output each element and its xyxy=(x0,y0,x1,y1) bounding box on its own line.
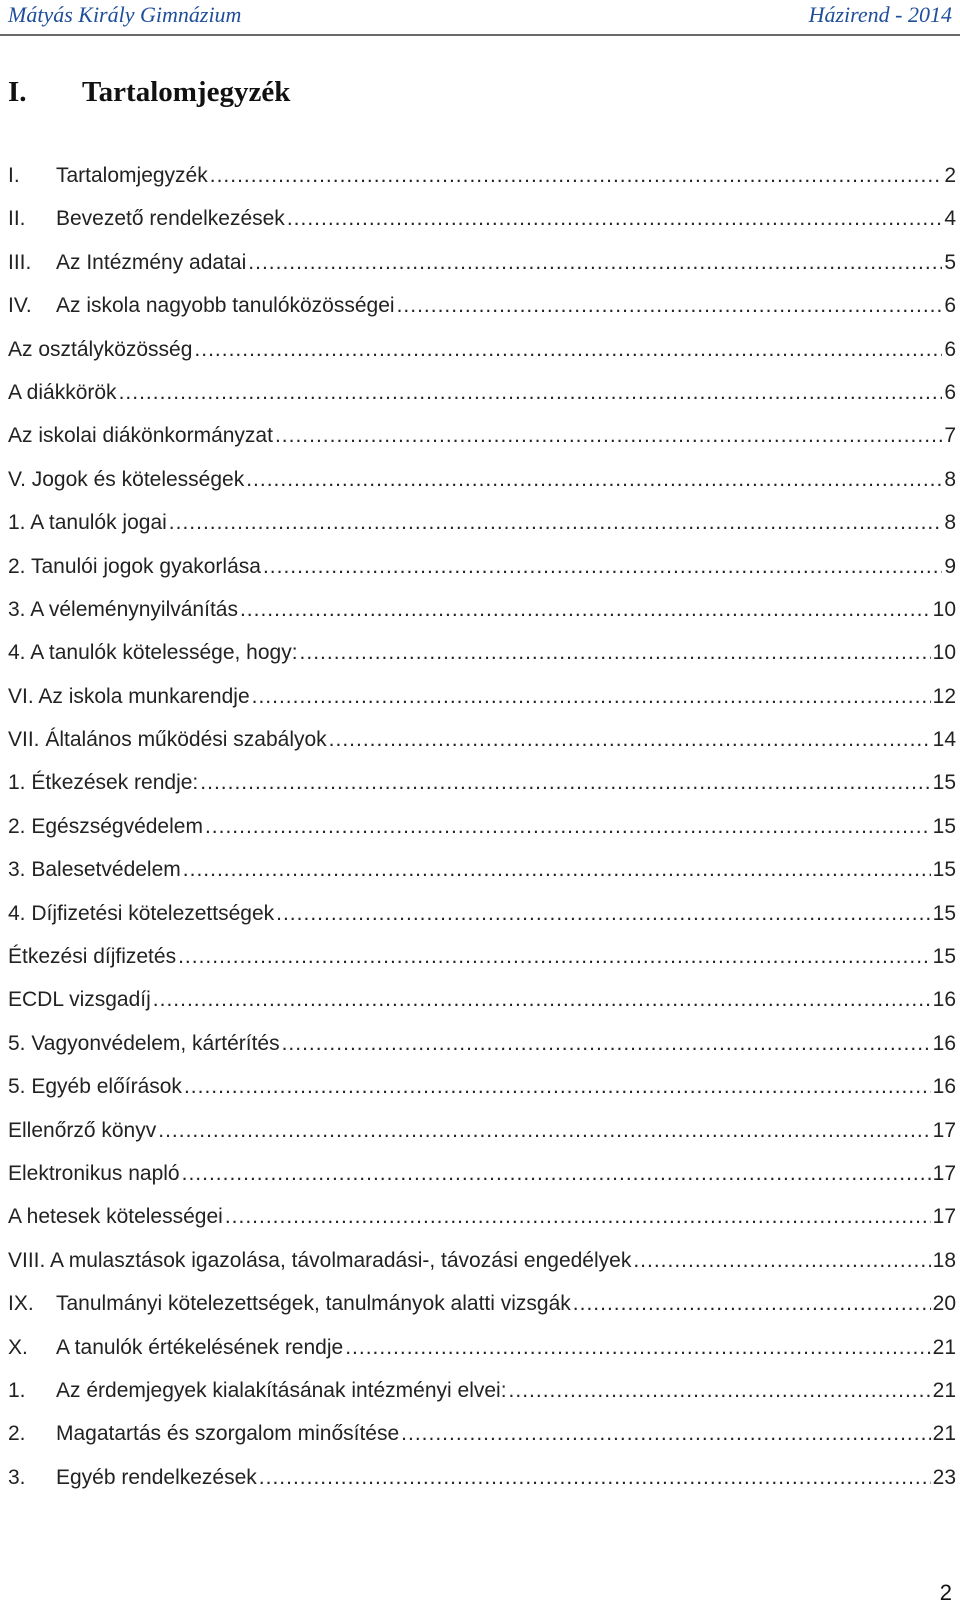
toc-entry[interactable] xyxy=(8,511,956,554)
toc-dot-leader xyxy=(200,771,930,795)
toc-entry[interactable] xyxy=(8,338,956,381)
toc-entry-title: A diákkörök xyxy=(8,380,117,404)
toc-entry-page: 6 xyxy=(944,380,956,404)
toc-dot-leader xyxy=(158,1119,930,1143)
header-document-title: Házirend - 2014 xyxy=(808,2,952,27)
toc-dot-leader xyxy=(329,728,931,752)
toc-dot-leader xyxy=(276,902,931,926)
toc-entry-title: Az Intézmény adatai xyxy=(56,250,247,274)
toc-entry[interactable] xyxy=(8,728,956,771)
toc-entry-title: 3. A véleménynyilvánítás xyxy=(8,597,238,621)
toc-dot-leader xyxy=(225,1205,931,1229)
toc-entry-title: Magatartás és szorgalom minősítése xyxy=(56,1422,400,1446)
toc-entry-title: V. Jogok és kötelességek xyxy=(8,467,245,491)
toc-entry[interactable] xyxy=(8,1119,956,1162)
toc-entry[interactable] xyxy=(8,251,956,294)
toc-entry-title: Étkezési díjfizetés xyxy=(8,945,177,969)
toc-entry-page: 8 xyxy=(944,511,956,535)
toc-entry-page: 10 xyxy=(932,641,956,665)
toc-entry-title: 2. Tanulói jogok gyakorlása xyxy=(8,554,261,578)
toc-entry-number: X. xyxy=(8,1335,28,1359)
toc-entry[interactable] xyxy=(8,1249,956,1292)
toc-entry-title: Bevezető rendelkezések xyxy=(56,207,285,231)
toc-entry-title: Ellenőrző könyv xyxy=(8,1118,157,1142)
toc-entry[interactable] xyxy=(8,815,956,858)
toc-dot-leader xyxy=(345,1336,930,1360)
toc-dot-leader xyxy=(263,555,942,579)
toc-entry-title: 5. Vagyonvédelem, kártérítés xyxy=(8,1031,280,1055)
toc-entry-page: 16 xyxy=(932,1031,956,1055)
toc-entry-page: 17 xyxy=(932,1205,956,1229)
toc-entry[interactable] xyxy=(8,1422,956,1465)
toc-entry-page: 20 xyxy=(932,1292,956,1316)
toc-entry-page: 7 xyxy=(944,424,956,448)
toc-entry[interactable] xyxy=(8,164,956,207)
toc-entry[interactable] xyxy=(8,381,956,424)
toc-dot-leader xyxy=(252,685,931,709)
toc-dot-leader xyxy=(259,1466,931,1490)
table-of-contents xyxy=(8,164,956,1509)
toc-dot-leader xyxy=(401,1422,930,1446)
toc-dot-leader xyxy=(275,424,942,448)
toc-entry-title: 4. Díjfizetési kötelezettségek xyxy=(8,901,275,925)
toc-entry-page: 6 xyxy=(944,294,956,318)
toc-entry-title: 1. A tanulók jogai xyxy=(8,511,167,535)
toc-entry-page: 16 xyxy=(932,988,956,1012)
toc-entry-page: 4 xyxy=(944,207,956,231)
toc-dot-leader xyxy=(169,511,943,535)
toc-entry-number: IV. xyxy=(8,294,32,318)
toc-entry-title: VIII. A mulasztások igazolása, távolmaradási-, távozási engedélyek xyxy=(8,1248,632,1272)
page-title-number: I. xyxy=(8,76,27,108)
toc-entry-page: 2 xyxy=(944,164,956,187)
toc-entry-page: 12 xyxy=(932,684,956,708)
toc-entry[interactable] xyxy=(8,1032,956,1075)
header-school-name: Mátyás Király Gimnázium xyxy=(8,2,242,27)
toc-entry-page: 17 xyxy=(932,1118,956,1142)
toc-entry-title: Elektronikus napló xyxy=(8,1161,180,1185)
toc-dot-leader xyxy=(573,1292,931,1316)
toc-entry[interactable] xyxy=(8,598,956,641)
toc-entry-page: 18 xyxy=(932,1248,956,1272)
toc-entry-page: 5 xyxy=(944,250,956,274)
toc-entry-title: VI. Az iskola munkarendje xyxy=(8,684,250,708)
toc-entry-number: 3. xyxy=(8,1465,26,1489)
toc-dot-leader xyxy=(184,1075,931,1099)
toc-entry-title: 2. Egészségvédelem xyxy=(8,814,203,838)
toc-dot-leader xyxy=(240,598,931,622)
toc-entry-number: 2. xyxy=(8,1422,26,1446)
toc-dot-leader xyxy=(182,1162,931,1186)
toc-entry[interactable] xyxy=(8,641,956,684)
toc-entry[interactable] xyxy=(8,771,956,814)
toc-entry-page: 14 xyxy=(932,728,956,752)
toc-entry-page: 15 xyxy=(932,858,956,882)
toc-entry-page: 15 xyxy=(932,814,956,838)
toc-entry-title: 4. A tanulók kötelessége, hogy: xyxy=(8,641,298,665)
toc-dot-leader xyxy=(205,815,931,839)
toc-dot-leader xyxy=(119,381,943,405)
toc-entry-number: IX. xyxy=(8,1292,34,1316)
toc-entry[interactable] xyxy=(8,555,956,598)
toc-entry-title: Az érdemjegyek kialakításának intézményi elvei: xyxy=(56,1378,507,1402)
page-number: 2 xyxy=(939,1580,952,1605)
toc-dot-leader xyxy=(194,338,942,362)
toc-entry-title: Tartalomjegyzék xyxy=(56,164,208,187)
toc-entry[interactable] xyxy=(8,1336,956,1379)
header-divider xyxy=(0,34,960,36)
toc-dot-leader xyxy=(633,1249,930,1273)
toc-entry[interactable] xyxy=(8,1205,956,1248)
toc-entry-page: 8 xyxy=(944,467,956,491)
toc-entry-page: 17 xyxy=(932,1161,956,1185)
toc-entry[interactable] xyxy=(8,1075,956,1118)
toc-entry-title: Az osztályközösség xyxy=(8,337,193,361)
toc-entry-page: 23 xyxy=(932,1465,956,1489)
toc-dot-leader xyxy=(287,207,943,231)
toc-entry[interactable] xyxy=(8,685,956,728)
toc-entry[interactable] xyxy=(8,988,956,1031)
toc-entry-title: Az iskola nagyobb tanulóközösségei xyxy=(56,294,395,318)
toc-entry-title: Az iskolai diákönkormányzat xyxy=(8,424,273,448)
toc-entry-page: 6 xyxy=(944,337,956,361)
toc-entry[interactable] xyxy=(8,207,956,250)
toc-entry[interactable] xyxy=(8,1162,956,1205)
toc-entry[interactable] xyxy=(8,902,956,945)
toc-entry-number: I. xyxy=(8,164,20,187)
toc-entry-page: 16 xyxy=(932,1075,956,1099)
toc-dot-leader xyxy=(153,988,931,1012)
toc-dot-leader xyxy=(183,858,931,882)
toc-dot-leader xyxy=(248,251,942,275)
toc-entry-number: III. xyxy=(8,250,32,274)
toc-dot-leader xyxy=(210,164,943,188)
toc-entry-page: 15 xyxy=(932,771,956,795)
toc-dot-leader xyxy=(509,1379,931,1403)
toc-entry-page: 9 xyxy=(944,554,956,578)
toc-entry-number: 1. xyxy=(8,1378,26,1402)
toc-entry[interactable] xyxy=(8,424,956,467)
toc-entry-title: ECDL vizsgadíj xyxy=(8,988,151,1012)
toc-entry-title: A tanulók értékelésének rendje xyxy=(56,1335,344,1359)
toc-entry-title: Egyéb rendelkezések xyxy=(56,1465,257,1489)
toc-dot-leader xyxy=(246,468,942,492)
toc-entry-title: A hetesek kötelességei xyxy=(8,1205,223,1229)
toc-entry[interactable] xyxy=(8,294,956,337)
toc-entry[interactable] xyxy=(8,1379,956,1422)
toc-entry[interactable] xyxy=(8,945,956,988)
toc-entry[interactable] xyxy=(8,1466,956,1509)
toc-dot-leader xyxy=(397,294,943,318)
toc-entry[interactable] xyxy=(8,468,956,511)
toc-dot-leader xyxy=(300,641,931,665)
toc-entry[interactable] xyxy=(8,858,956,901)
page-header xyxy=(0,0,960,40)
toc-entry-page: 21 xyxy=(932,1378,956,1402)
toc-dot-leader xyxy=(282,1032,931,1056)
toc-entry-page: 21 xyxy=(932,1335,956,1359)
page-title xyxy=(8,76,290,109)
toc-entry-page: 15 xyxy=(932,945,956,969)
toc-entry-title: 5. Egyéb előírások xyxy=(8,1075,182,1099)
toc-entry-number: II. xyxy=(8,207,26,231)
toc-entry-page: 15 xyxy=(932,901,956,925)
toc-entry-title: 3. Balesetvédelem xyxy=(8,858,181,882)
page-title-text: Tartalomjegyzék xyxy=(82,76,291,108)
toc-entry-title: 1. Étkezések rendje: xyxy=(8,771,199,795)
toc-entry-page: 10 xyxy=(932,597,956,621)
toc-dot-leader xyxy=(178,945,931,969)
toc-entry[interactable] xyxy=(8,1292,956,1335)
toc-entry-title: VII. Általános működési szabályok xyxy=(8,728,327,752)
toc-entry-page: 21 xyxy=(932,1422,956,1446)
toc-entry-title: Tanulmányi kötelezettségek, tanulmányok alatti vizsgák xyxy=(56,1292,571,1316)
